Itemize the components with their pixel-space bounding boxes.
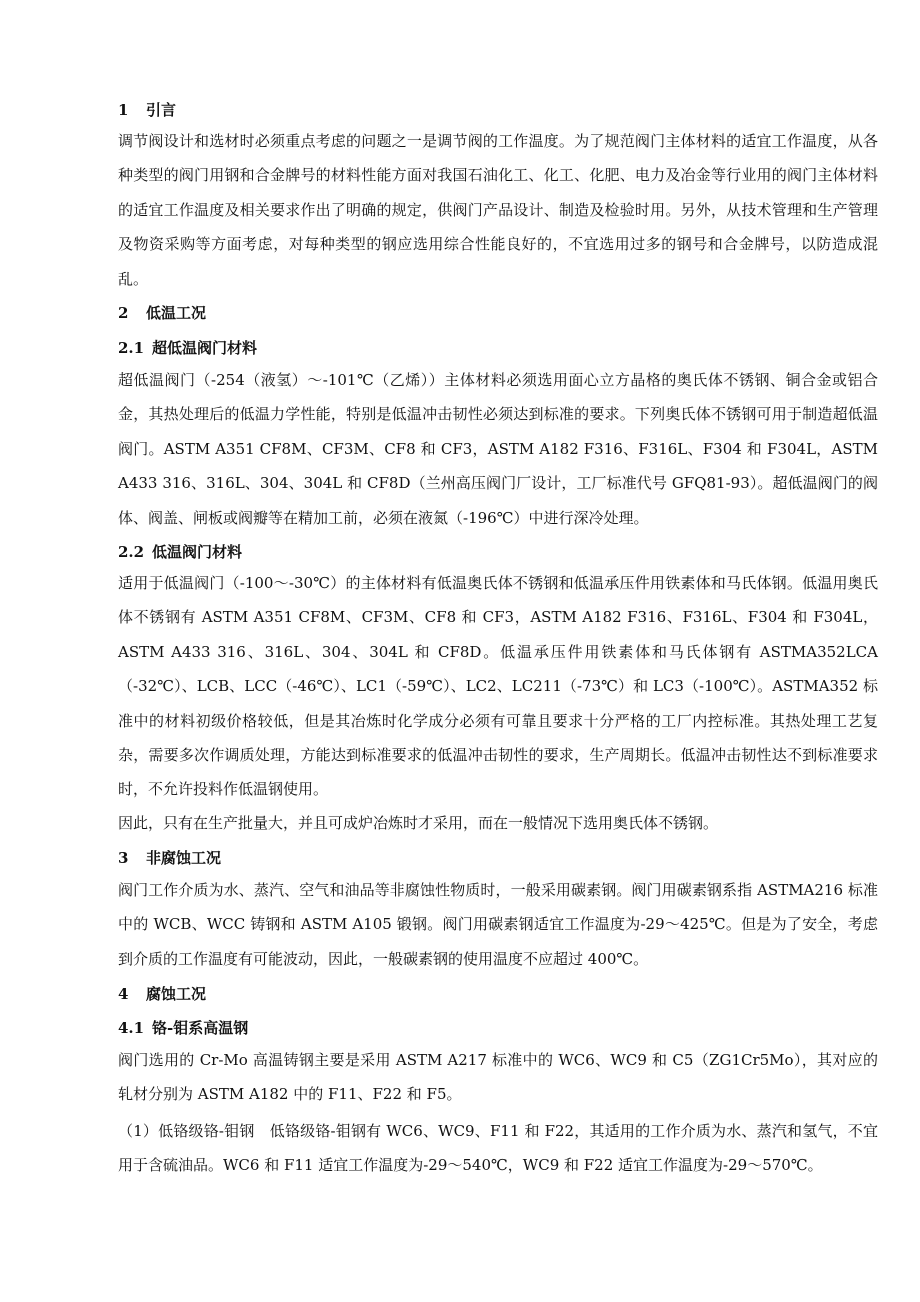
section-number: 4.1	[118, 1019, 145, 1037]
section-number: 3	[118, 849, 129, 867]
section-title: 超低温阀门材料	[152, 339, 258, 357]
paragraph-ultra-low-temp	[118, 363, 878, 535]
section-heading-1	[118, 100, 176, 120]
section-number: 4	[118, 985, 129, 1003]
section-title: 低温阀门材料	[152, 543, 243, 561]
section-number: 2.1	[118, 339, 145, 357]
section-heading-2-2	[118, 542, 242, 562]
section-heading-4	[118, 984, 206, 1004]
paragraph-text: 阀门工作介质为水、蒸汽、空气和油品等非腐蚀性物质时，一般采用碳素钢。阀门用碳素钢系指 ASTMA216 标准中的 WCB、WCC 铸钢和 ASTM A105 锻钢。阀门用碳素钢适宜工作温度为-29～425℃。但是为了安全，考虑到介质的工作温度有可能波动，因此，一般碳素钢的使用温度不应超过 400℃。	[118, 881, 878, 968]
paragraph-text: （1）低铬级铬-钼钢 低铬级铬-钼钢有 WC6、WC9、F11 和 F22，其适用的工作介质为水、蒸汽和氢气，不宜用于含硫油品。WC6 和 F11 适宜工作温度为-29～540℃，WC9 和 F22 适宜工作温度为-29～570℃。	[118, 1122, 878, 1175]
paragraph-low-temp-conclusion	[118, 806, 878, 840]
paragraph-low-temp	[118, 566, 878, 807]
paragraph-text: 调节阀设计和选材时必须重点考虑的问题之一是调节阀的工作温度。为了规范阀门主体材料的适宜工作温度，从各种类型的阀门用钢和合金牌号的材料性能方面对我国石油化工、化工、化肥、电力及冶金等行业用的阀门主体材料的适宜工作温度及相关要求作出了明确的规定，供阀门产品设计、制造及检验时用。另外，从技术管理和生产管理及物资采购等方面考虑，对每种类型的钢应选用综合性能良好的，不宜选用过多的钢号和合金牌号，以防造成混乱。	[118, 132, 878, 288]
section-heading-2-1	[118, 338, 257, 358]
paragraph-non-corrosive	[118, 873, 878, 976]
section-number: 2	[118, 304, 129, 322]
paragraph-low-chrome	[118, 1114, 878, 1183]
section-heading-3	[118, 848, 221, 868]
section-title: 低温工况	[146, 304, 207, 322]
section-heading-4-1	[118, 1018, 248, 1038]
section-title: 腐蚀工况	[146, 985, 207, 1003]
section-number: 2.2	[118, 543, 145, 561]
section-title: 非腐蚀工况	[146, 849, 222, 867]
section-number: 1	[118, 101, 129, 119]
paragraph-text: 超低温阀门（-254（液氢）～-101℃（乙烯））主体材料必须选用面心立方晶格的奥氏体不锈钢、铜合金或铝合金，其热处理后的低温力学性能，特别是低温冲击韧性必须达到标准的要求。下列奥氏体不锈钢可用于制造超低温阀门。ASTM A351 CF8M、CF3M、CF8 和 CF3，ASTM A182 F316、F316L、F304 和 F304L，ASTM A433 316、316L、304、304L 和 CF8D（兰州高压阀门厂设计，工厂标准代号 GFQ81-93）。超低温阀门的阀体、阀盖、闸板或阀瓣等在精加工前，必须在液氮（-196℃）中进行深冷处理。	[118, 371, 878, 527]
section-title: 引言	[146, 101, 177, 119]
paragraph-text: 因此，只有在生产批量大，并且可成炉冶炼时才采用，而在一般情况下选用奥氏体不锈钢。	[118, 814, 719, 832]
section-title: 铬-钼系高温钢	[152, 1019, 249, 1037]
section-heading-2	[118, 303, 206, 323]
paragraph-cr-mo	[118, 1043, 878, 1112]
paragraph-text: 适用于低温阀门（-100～-30℃）的主体材料有低温奥氏体不锈钢和低温承压件用铁素体和马氏体钢。低温用奥氏体不锈钢有 ASTM A351 CF8M、CF3M、CF8 和 CF3，ASTM A182 F316、F316L、F304 和 F304L，ASTM A433 316、316L、304、304L 和 CF8D。低温承压件用铁素体和马氏体钢有 ASTMA352LCA（-32℃）、LCB、LCC（-46℃）、LC1（-59℃）、LC2、LC211（-73℃）和 LC3（-100℃）。ASTMA352 标准中的材料初级价格较低，但是其冶炼时化学成分必须有可靠且要求十分严格的工厂内控标准。其热处理工艺复杂，需要多次作调质处理，方能达到标准要求的低温冲击韧性的要求，生产周期长。低温冲击韧性达不到标准要求时，不允许投料作低温钢使用。	[118, 574, 878, 799]
paragraph-intro	[118, 124, 878, 296]
paragraph-text: 阀门选用的 Cr-Mo 高温铸钢主要是采用 ASTM A217 标准中的 WC6、WC9 和 C5（ZG1Cr5Mo），其对应的轧材分别为 ASTM A182 中的 F11、F22 和 F5。	[118, 1051, 878, 1104]
